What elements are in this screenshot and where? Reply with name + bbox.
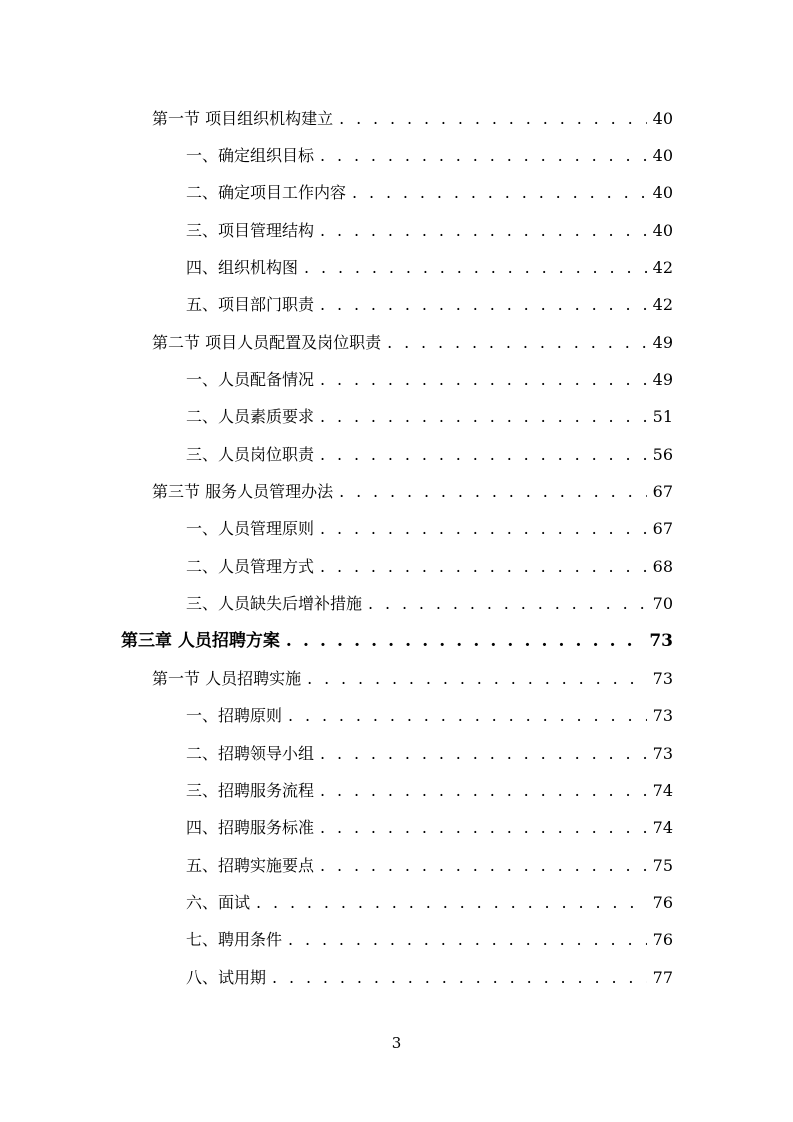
toc-dot-leader	[320, 146, 647, 166]
toc-dot-leader	[352, 183, 647, 203]
toc-entry-title: 一、确定组织目标	[186, 146, 315, 166]
toc-entry-page: 77	[652, 967, 673, 987]
toc-dot-leader	[286, 631, 643, 651]
toc-entry-title: 六、面试	[186, 892, 251, 912]
toc-entry-page: 74	[652, 780, 673, 800]
toc-dot-leader	[320, 781, 647, 801]
toc-entry-page: 42	[652, 295, 673, 315]
toc-dot-leader	[256, 893, 647, 913]
toc-dot-leader	[320, 557, 647, 577]
toc-entry-page: 40	[652, 220, 673, 240]
page-number: 3	[391, 1034, 402, 1052]
toc-chapter-entry[interactable]	[0, 623, 793, 660]
toc-entry-title: 第三节 服务人员管理办法	[152, 482, 334, 502]
toc-entry-page: 70	[652, 594, 673, 614]
toc-entry-title: 二、确定项目工作内容	[186, 183, 347, 203]
toc-dot-leader	[304, 258, 647, 278]
toc-entry-title: 第二节 项目人员配置及岗位职责	[152, 332, 382, 352]
toc-dot-leader	[288, 706, 647, 726]
toc-entry[interactable]	[0, 287, 793, 324]
toc-entry[interactable]	[0, 847, 793, 884]
toc-dot-leader	[288, 930, 647, 950]
toc-entry-page: 42	[652, 258, 673, 278]
toc-entry[interactable]	[0, 399, 793, 436]
toc-entry-title: 第一节 人员招聘实施	[152, 668, 302, 688]
toc-entry-page: 76	[652, 892, 673, 912]
toc-entry-title: 四、招聘服务标准	[186, 818, 315, 838]
toc-entry[interactable]	[0, 175, 793, 212]
toc-dot-leader	[320, 407, 647, 427]
toc-entry[interactable]	[0, 511, 793, 548]
toc-entry[interactable]	[0, 548, 793, 585]
toc-entry-page: 68	[652, 556, 673, 576]
toc-entry[interactable]	[0, 922, 793, 959]
toc-dot-leader	[339, 482, 647, 502]
toc-entry-page: 40	[652, 183, 673, 203]
toc-dot-leader	[320, 856, 647, 876]
toc-dot-leader	[320, 221, 647, 241]
toc-entry-page: 73	[652, 743, 673, 763]
toc-entry-title: 第一节 项目组织机构建立	[152, 108, 334, 128]
toc-entry-page: 73	[652, 706, 673, 726]
toc-entry[interactable]	[0, 249, 793, 286]
toc-entry[interactable]	[0, 810, 793, 847]
toc-entry-page: 74	[652, 818, 673, 838]
toc-entry[interactable]	[0, 698, 793, 735]
toc-entry-page: 49	[652, 370, 673, 390]
toc-dot-leader	[320, 445, 647, 465]
toc-dot-leader	[339, 109, 647, 129]
toc-dot-leader	[272, 968, 647, 988]
toc-entry[interactable]	[0, 100, 793, 137]
toc-entry-page: 40	[652, 108, 673, 128]
toc-entry-title: 第三章 人员招聘方案	[121, 631, 280, 652]
toc-entry-title: 一、人员配备情况	[186, 370, 315, 390]
toc-dot-leader	[368, 594, 647, 614]
toc-entry[interactable]	[0, 959, 793, 996]
toc-dot-leader	[320, 744, 647, 764]
toc-entry[interactable]	[0, 585, 793, 622]
toc-entry-page: 67	[652, 519, 673, 539]
toc-entry[interactable]	[0, 660, 793, 697]
toc-entry-title: 一、招聘原则	[186, 706, 283, 726]
toc-entry-title: 一、人员管理原则	[186, 519, 315, 539]
toc-entry-page: 73	[652, 668, 673, 688]
toc-entry-title: 五、项目部门职责	[186, 295, 315, 315]
toc-dot-leader	[307, 669, 647, 689]
toc-entry[interactable]	[0, 772, 793, 809]
toc-entry[interactable]	[0, 473, 793, 510]
toc-entry-title: 二、招聘领导小组	[186, 743, 315, 763]
toc-entry-page: 51	[652, 407, 673, 427]
toc-entry[interactable]	[0, 436, 793, 473]
toc-entry-title: 四、组织机构图	[186, 258, 299, 278]
toc-dot-leader	[320, 295, 647, 315]
toc-dot-leader	[320, 370, 647, 390]
toc-dot-leader	[387, 333, 647, 353]
toc-entry-page: 67	[652, 482, 673, 502]
toc-entry-page: 49	[652, 332, 673, 352]
toc-entry-page: 40	[652, 146, 673, 166]
toc-entry-title: 七、聘用条件	[186, 930, 283, 950]
toc-entry-page: 75	[652, 855, 673, 875]
toc-entry-page: 73	[649, 631, 673, 652]
toc-entry[interactable]	[0, 361, 793, 398]
toc-entry-title: 三、人员缺失后增补措施	[186, 594, 363, 614]
toc-dot-leader	[320, 818, 647, 838]
table-of-contents	[0, 100, 793, 996]
toc-entry-title: 三、人员岗位职责	[186, 444, 315, 464]
toc-entry-title: 五、招聘实施要点	[186, 855, 315, 875]
toc-entry[interactable]	[0, 324, 793, 361]
toc-entry[interactable]	[0, 212, 793, 249]
toc-entry[interactable]	[0, 735, 793, 772]
toc-dot-leader	[320, 519, 647, 539]
toc-entry-title: 二、人员素质要求	[186, 407, 315, 427]
toc-entry-title: 三、项目管理结构	[186, 220, 315, 240]
toc-entry-title: 二、人员管理方式	[186, 556, 315, 576]
toc-entry-page: 76	[652, 930, 673, 950]
toc-entry-title: 八、试用期	[186, 967, 267, 987]
toc-entry[interactable]	[0, 137, 793, 174]
toc-entry-page: 56	[652, 444, 673, 464]
toc-entry-title: 三、招聘服务流程	[186, 780, 315, 800]
toc-entry[interactable]	[0, 884, 793, 921]
